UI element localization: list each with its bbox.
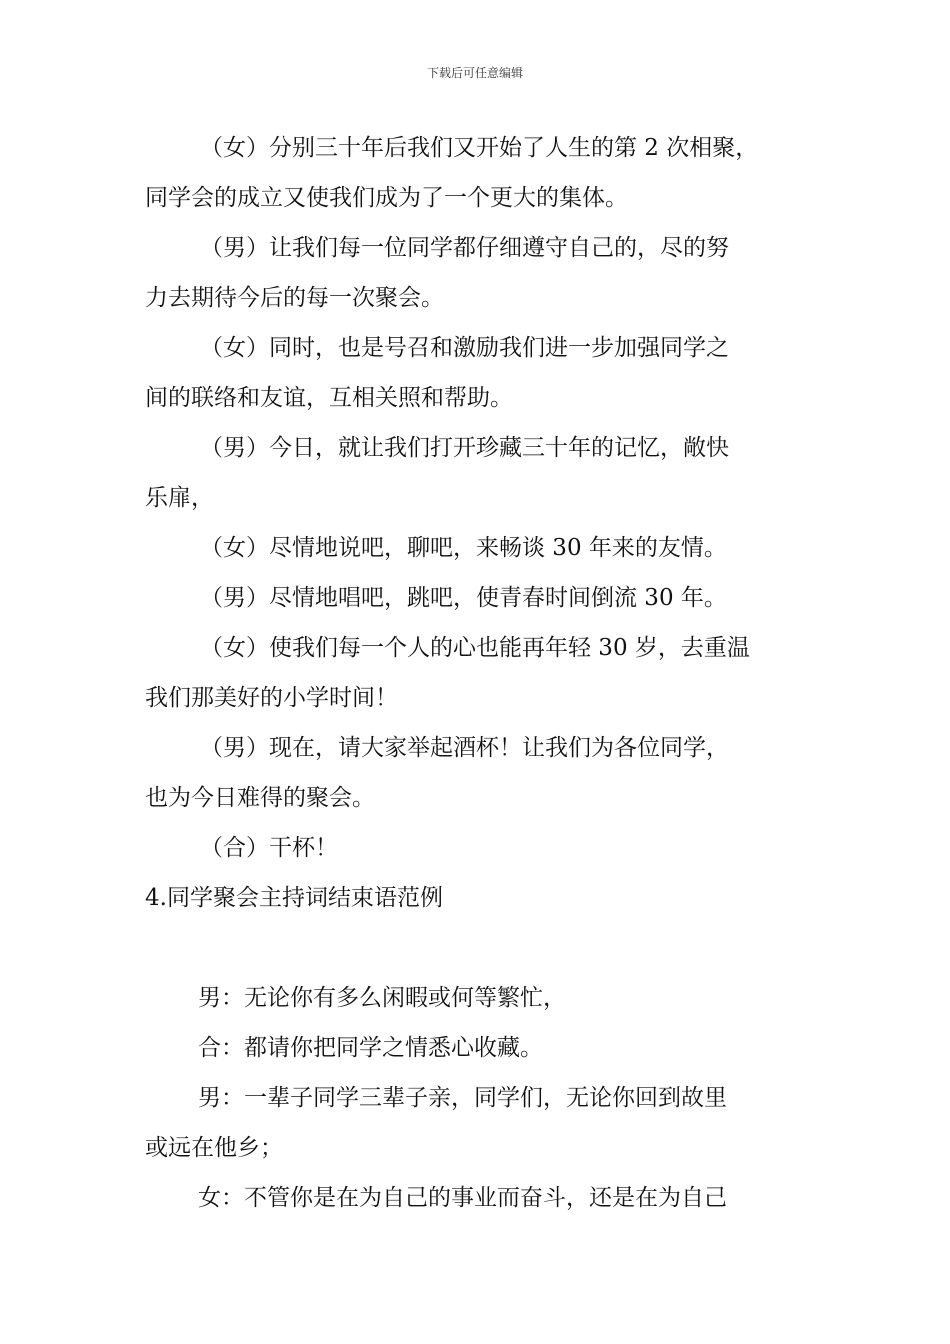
text-line: 间的联络和友谊，互相关照和帮助。: [145, 385, 513, 411]
text-line: 同学会的成立又使我们成为了一个更大的集体。: [145, 185, 628, 211]
text-line: （女）尽情地说吧，聊吧，来畅谈 30 年来的友情。: [200, 535, 727, 561]
text-line: （男）尽情地唱吧，跳吧，使青春时间倒流 30 年。: [200, 585, 727, 611]
text-line: 女：不管你是在为自己的事业而奋斗，还是在为自己: [198, 1185, 727, 1211]
section-heading: 4.同学聚会主持词结束语范例: [145, 885, 443, 911]
text-line: 男：一辈子同学三辈子亲，同学们，无论你回到故里: [198, 1085, 727, 1111]
text-line: 我们那美好的小学时间！: [145, 685, 398, 711]
text-line: （女）分别三十年后我们又开始了人生的第 2 次相聚，: [200, 135, 759, 161]
text-line: （男）现在，请大家举起酒杯！让我们为各位同学，: [200, 735, 729, 761]
text-line: 合：都请你把同学之情悉心收藏。: [198, 1035, 543, 1061]
text-line: 也为今日难得的聚会。: [145, 785, 375, 811]
text-line: （女）同时，也是号召和激励我们进一步加强同学之: [200, 335, 729, 361]
text-line: 或远在他乡；: [145, 1135, 283, 1161]
page-header: 下载后可任意编辑: [426, 66, 523, 80]
text-line: 力去期待今后的每一次聚会。: [145, 285, 444, 311]
text-line: （女）使我们每一个人的心也能再年轻 30 岁，去重温: [200, 635, 750, 661]
text-line: 乐扉，: [145, 485, 214, 511]
text-line: 男：无论你有多么闲暇或何等繁忙，: [198, 985, 566, 1011]
text-line: （合）干杯！: [200, 835, 338, 861]
text-line: （男）今日，就让我们打开珍藏三十年的记忆，敞快: [200, 435, 729, 461]
text-line: （男）让我们每一位同学都仔细遵守自己的，尽的努: [200, 235, 729, 261]
